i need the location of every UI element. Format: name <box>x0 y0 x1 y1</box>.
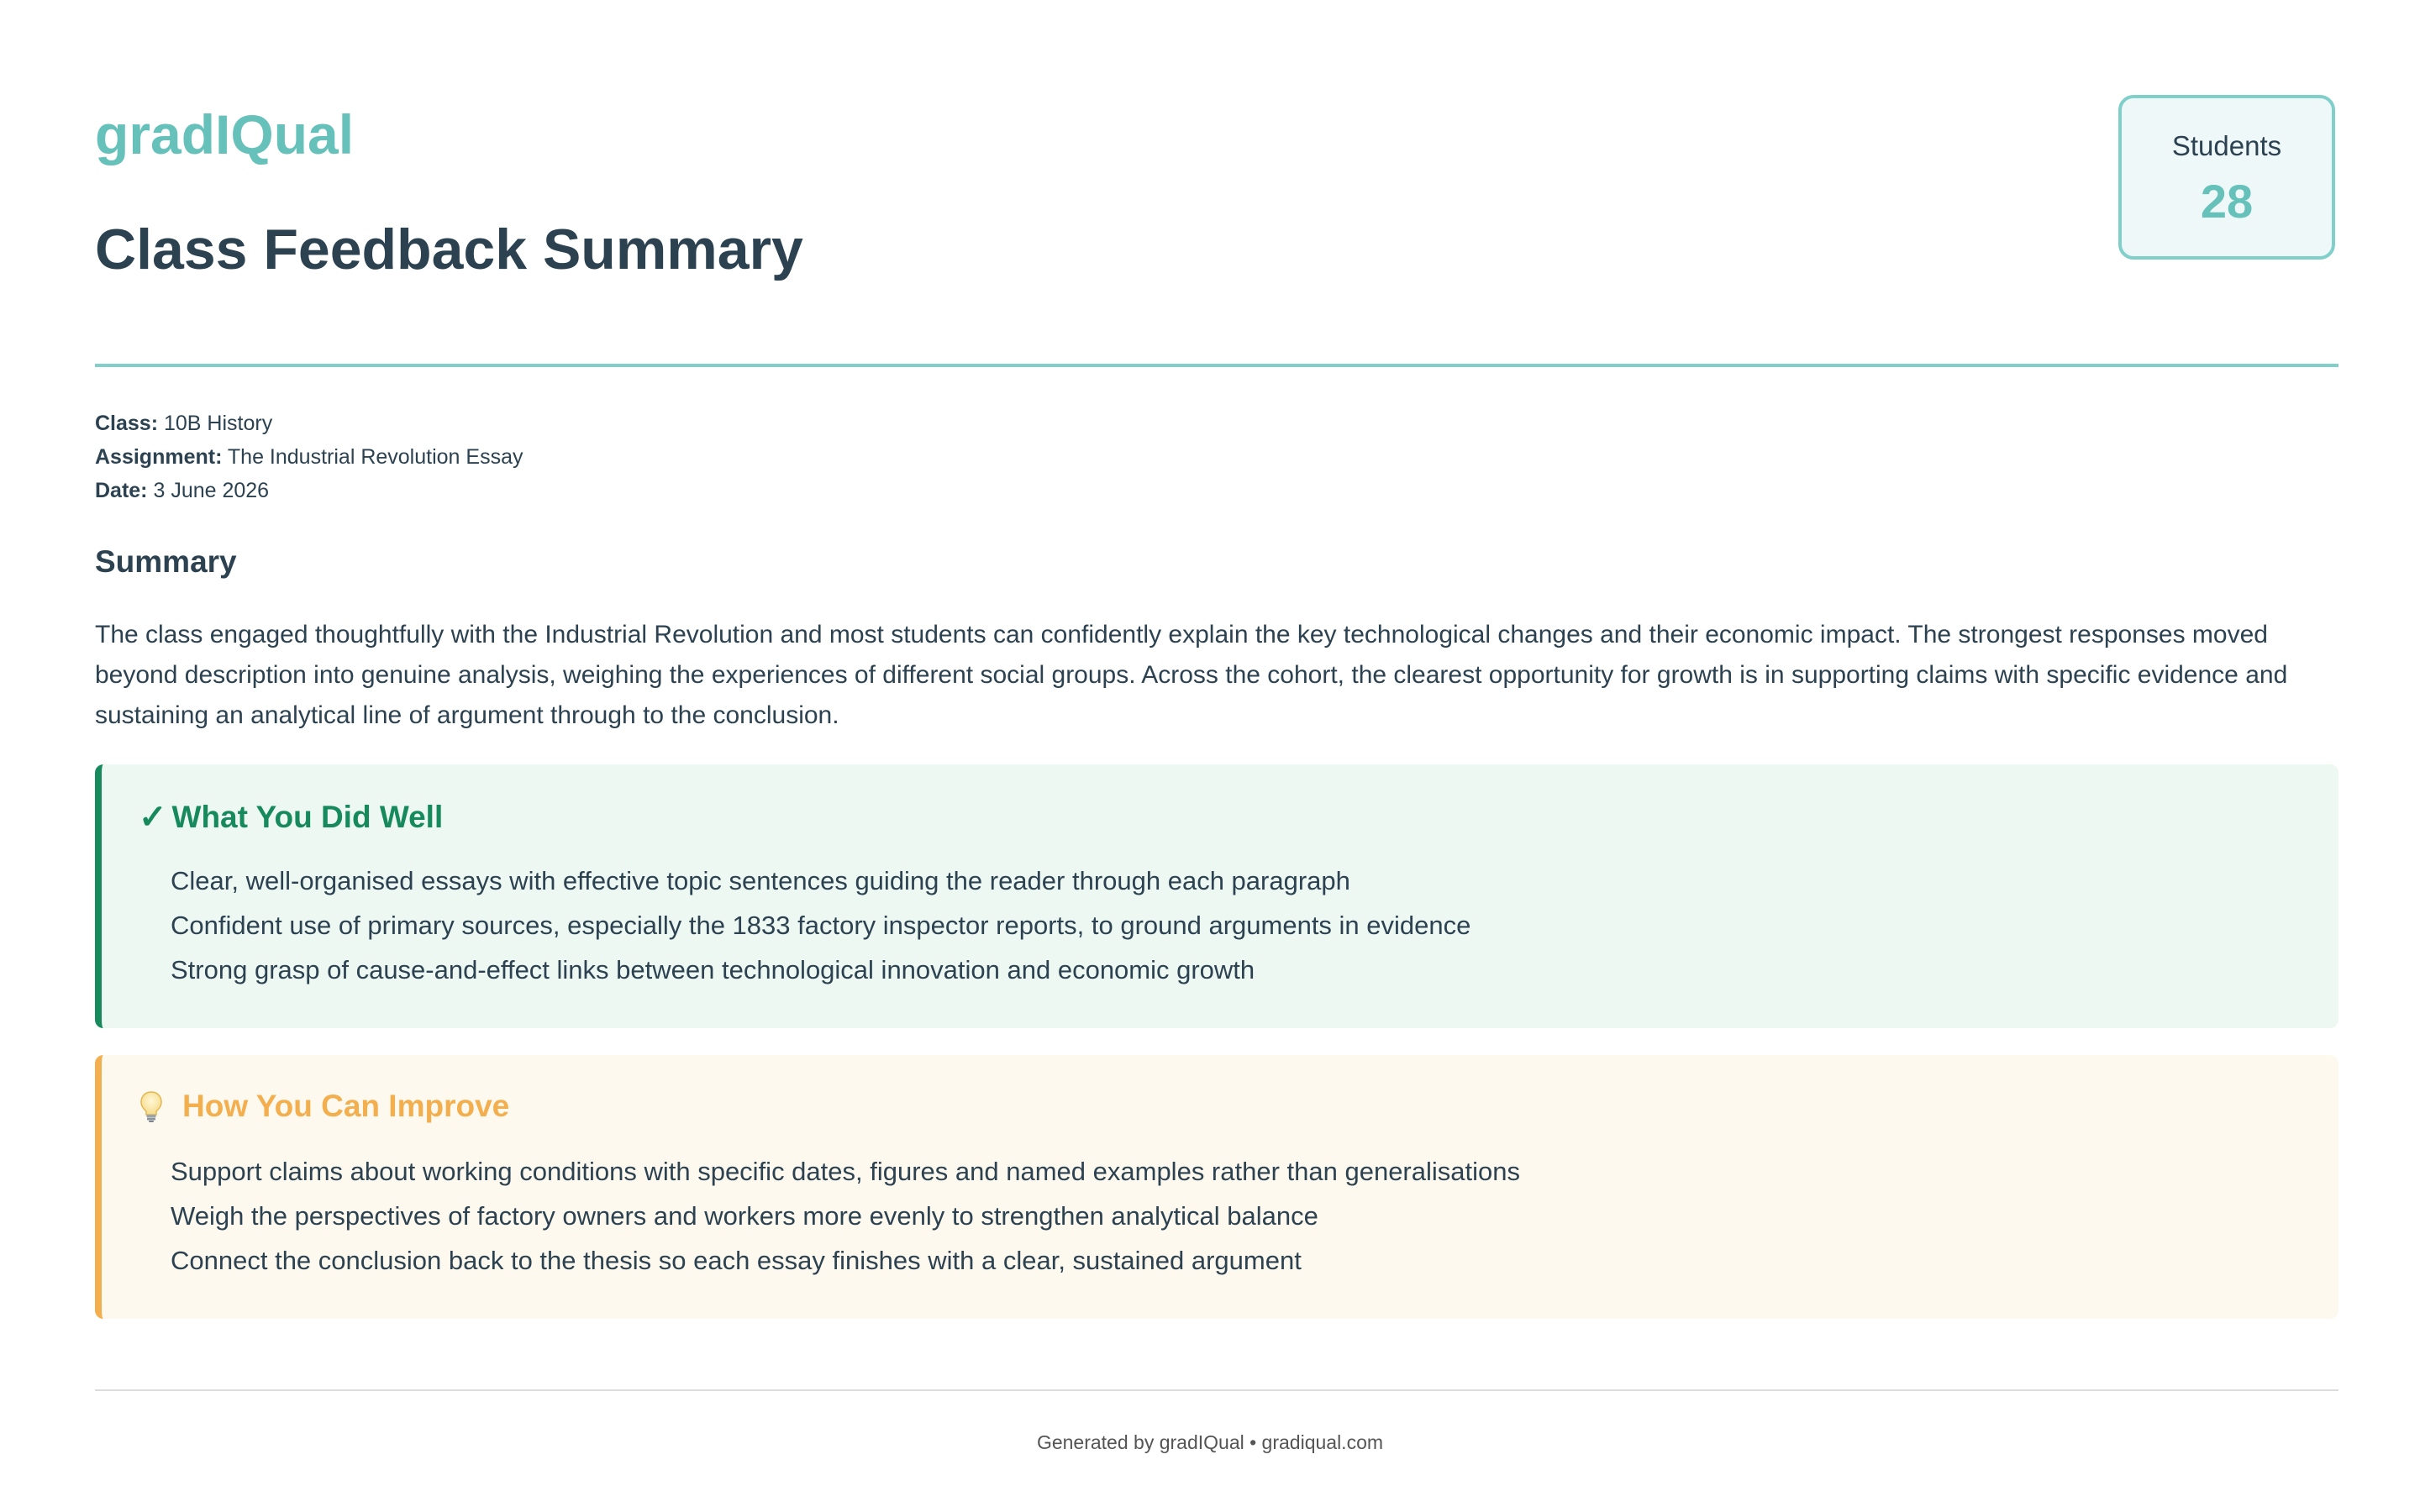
meta-assignment-label: Assignment: <box>95 445 223 469</box>
improve-header <box>139 1089 509 1124</box>
improve-panel <box>95 1055 2338 1319</box>
meta-date-row <box>95 474 523 507</box>
meta-date-label: Date: <box>95 479 148 502</box>
list-item: Connect the conclusion back to the thesis so each essay finishes with a clear, sustained argument <box>171 1246 1302 1275</box>
page-title: Class Feedback Summary <box>95 218 803 281</box>
check-icon: ✓ <box>139 799 167 836</box>
summary-heading: Summary <box>95 544 237 579</box>
meta-assignment-value: The Industrial Revolution Essay <box>227 445 523 469</box>
students-stat-card <box>2118 95 2335 260</box>
did-well-panel <box>95 764 2338 1028</box>
list-item: Strong grasp of cause-and-effect links between technological innovation and economic growth <box>171 955 1255 984</box>
students-label: Students <box>2171 130 2282 161</box>
did-well-list <box>171 858 1470 992</box>
list-item: Confident use of primary sources, especially the 1833 factory inspector reports, to ground arguments in evidence <box>171 911 1471 940</box>
list-item: Weigh the perspectives of factory owners and workers more evenly to strengthen analytical balance <box>171 1201 1318 1231</box>
footer-divider <box>95 1389 2338 1391</box>
list-item: Support claims about working conditions with specific dates, figures and named examples rather than generalisations <box>171 1157 1520 1186</box>
meta-class-value: 10B History <box>164 412 273 435</box>
assignment-meta <box>95 407 523 507</box>
footer-text: Generated by gradIQual • gradiqual.com <box>1036 1431 1384 1453</box>
improve-list <box>171 1149 1520 1283</box>
did-well-heading: What You Did Well <box>171 800 444 834</box>
meta-assignment-row <box>95 440 523 474</box>
meta-class-label: Class: <box>95 412 159 435</box>
did-well-header <box>139 798 443 837</box>
meta-class-row <box>95 407 523 440</box>
summary-text: The class engaged thoughtfully with the Industrial Revolution and most students can confidently explain the key technological changes and their economic impact. The strongest responses moved beyond description into genuine analysis, weighing the experiences of different social groups. Across the cohort, the clearest opportunity for growth is in supporting claims with specific evidence and sustaining an analytical line of argument through to the conclusion. <box>95 621 2288 729</box>
improve-heading: How You Can Improve <box>182 1089 510 1123</box>
lightbulb-icon <box>139 1089 164 1123</box>
list-item: Clear, well-organised essays with effective topic sentences guiding the reader through each paragraph <box>171 866 1350 895</box>
students-count: 28 <box>2200 175 2254 228</box>
meta-date-value: 3 June 2026 <box>153 479 270 502</box>
header-divider <box>95 364 2338 367</box>
brand-logo: gradIQual <box>95 103 355 165</box>
